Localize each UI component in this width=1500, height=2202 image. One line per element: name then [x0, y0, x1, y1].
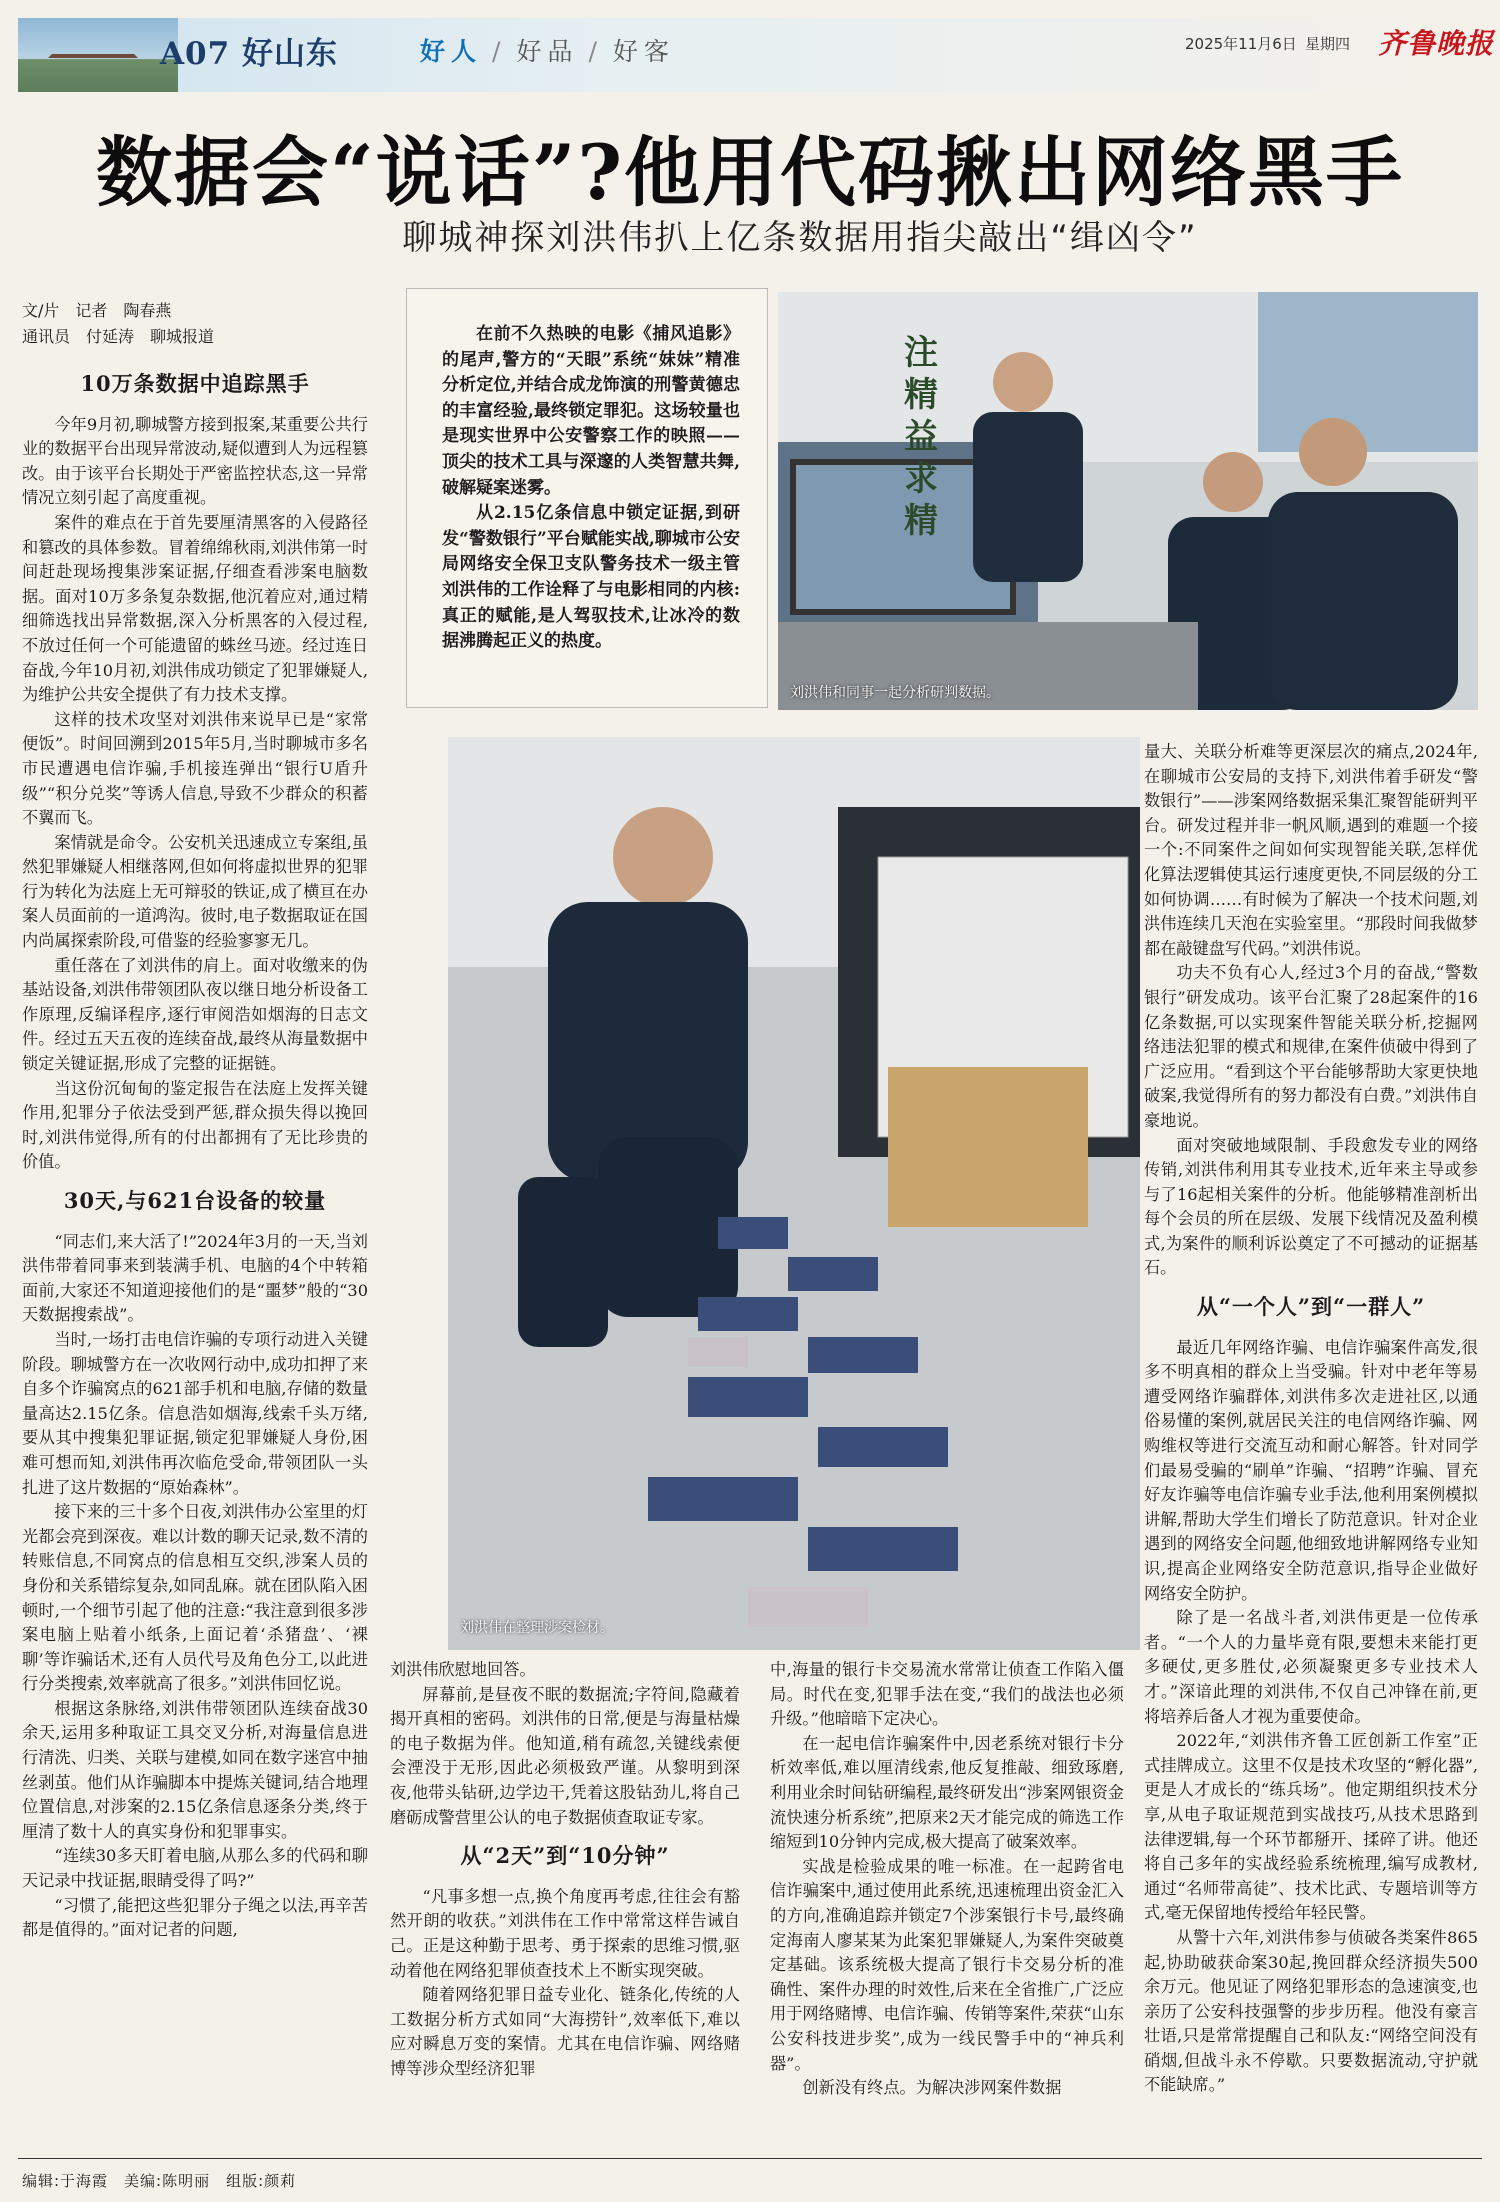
- article-paragraph: 随着网络犯罪日益专业化、链条化,传统的人工数据分析方式如同“大海捞针”,效率低下,难以应对瞬息万变的案情。尤其在电信诈骗、网络赌博等涉众型经济犯罪: [390, 1985, 740, 2078]
- wall-char: 精: [904, 501, 938, 541]
- intro-paragraph: 从2.15亿条信息中锁定证据,到研发“警数银行”平台赋能实战,聊城市公安局网络安全保卫支队警务技术一级主管刘洪伟的工作诠释了与电影相同的内核:真正的赋能,是人驾驭技术,让冰冷的数据沸腾起正义的热度。: [442, 503, 740, 652]
- article-paragraph: 屏幕前,是昼夜不眠的数据流;字符间,隐藏着揭开真相的密码。刘洪伟的日常,便是与海量枯燥的电子数据为伴。他知道,稍有疏忽,关键线索便会湮没于无形,因此必须极致严谨。从黎明到深夜,他带头钻研,边学边干,凭着这股钻劲儿,将自己磨砺成警营里公认的电子数据侦查取证专家。: [390, 1684, 740, 1827]
- footer-rule: [18, 2158, 1482, 2159]
- article-paragraph: 量大、关联分析难等更深层次的痛点,2024年,在聊城市公安局的支持下,刘洪伟着手研发“警数银行”——涉案网络数据采集汇聚智能研判平台。研发过程并非一帆风顺,遇到的难题一个接一个:不同案件之间如何实现智能关联,怎样优化算法逻辑使其运行速度更快,不同层级的分工如何协调……有时候为了解决一个技术问题,刘洪伟连续几天泡在实验室里。“那段时间我做梦都在敲键盘写代码。”刘洪伟说。: [1144, 742, 1478, 958]
- article-paragraph: 根据这条脉络,刘洪伟带领团队连续奋战30余天,运用多种取证工具交叉分析,对海量信息进行清洗、归类、关联与建模,如同在数字迷宫中抽丝剥茧。他们从诈骗脚本中提炼关键词,结合地理位置信息,对涉案的2.15亿条信息逐条分类,终于厘清了数十人的真实身份和犯罪事实。: [22, 1698, 368, 1841]
- tab-haoren[interactable]: 好人: [420, 37, 483, 66]
- article-paragraph: 在一起电信诈骗案件中,因老系统对银行卡分析效率低,难以厘清线索,他反复推敲、细致琢磨,利用业余时间钻研编程,最终研发出“涉案网银资金流快速分析系统”,把原来2天才能完成的筛选工作缩短到10分钟内完成,极大提高了破案效率。: [770, 1733, 1124, 1852]
- article-column-1: [22, 372, 368, 1943]
- tab-haopin[interactable]: 好品: [516, 37, 579, 66]
- header-scenery-image: [18, 18, 178, 92]
- article-paragraph: 这样的技术攻坚对刘洪伟来说早已是“家常便饭”。时间回溯到2015年5月,当时聊城市多名市民遭遇电信诈骗,手机接连弹出“银行U盾升级”“积分兑奖”等诱人信息,导致不少群众的积蓄不翼而飞。: [22, 709, 368, 828]
- section-heading: 从“2天”到“10分钟”: [460, 1843, 670, 1869]
- subheadline: 聊城神探刘洪伟扒上亿条数据用指尖敲出“缉凶令”: [402, 218, 1198, 258]
- article-paragraph: “凡事多想一点,换个角度再考虑,往往会有豁然开朗的收获。”刘洪伟在工作中常常这样告诫自己。正是这种勤于思考、勇于探索的思维习惯,驱动着他在网络犯罪侦查技术上不断实现突破。: [390, 1886, 740, 1980]
- intro-text: [442, 322, 740, 655]
- editor-credits: 编辑:于海霞 美编:陈明丽 组版:颜莉: [22, 2172, 297, 2190]
- article-paragraph: 案件的难点在于首先要厘清黑客的入侵路径和篡改的具体参数。冒着绵绵秋雨,刘洪伟第一时间赶赴现场搜集涉案证据,仔细查看涉案电脑数据。面对10万多条复杂数据,他沉着应对,通过精细筛选找出异常数据,深入分析黑客的入侵过程,不放过任何一个可能遗留的蛛丝马迹。经过连日奋战,今年10月初,刘洪伟成功锁定了犯罪嫌疑人,为维护公共安全提供了有力技术支撑。: [22, 512, 368, 705]
- article-paragraph: 最近几年网络诈骗、电信诈骗案件高发,很多不明真相的群众上当受骗。针对中老年等易遭受网络诈骗群体,刘洪伟多次走进社区,以通俗易懂的案例,就居民关注的电信网络诈骗、网购维权等进行交流互动和耐心解答。针对同学们最易受骗的“刷单”诈骗、“招聘”诈骗、冒充好友诈骗等电信诈骗专业手法,他利用案例模拟讲解,帮助大学生们增长了防范意识。针对企业遇到的网络安全问题,他细致地讲解网络专业知识,提高企业网络安全防范意识,指导企业做好网络安全防护。: [1144, 1337, 1478, 1603]
- article-paragraph: 案情就是命令。公安机关迅速成立专案组,虽然犯罪嫌疑人相继落网,但如何将虚拟世界的犯罪行为转化为法庭上无可辩驳的铁证,成了横亘在办案人员面前的一道鸿沟。彼时,电子数据取证在国内尚属探索阶段,可借鉴的经验寥寥无几。: [22, 832, 368, 951]
- page-code: A07 好山东: [160, 36, 338, 72]
- wall-char: 求: [904, 459, 938, 499]
- article-paragraph: 重任落在了刘洪伟的肩上。面对收缴来的伪基站设备,刘洪伟带领团队夜以继日地分析设备工作原理,反编译程序,逐行审阅浩如烟海的日志文件。经过五天五夜的连续奋战,最终从海量数据中锁定关键证据,形成了完整的证据链。: [22, 955, 368, 1074]
- article-paragraph: 创新没有终点。为解决涉网案件数据: [802, 2078, 1062, 2098]
- byline-author: 文/片 记者 陶春燕: [22, 301, 172, 320]
- intro-paragraph: 在前不久热映的电影《捕风追影》的尾声,警方的“天眼”系统“妹妹”精准分析定位,并结合成龙饰演的刑警黄德忠的丰富经验,最终锁定罪犯。这场较量也是现实世界中公安警察工作的映照——顶尖的技术工具与深邃的人类智慧共舞,破解疑案迷雾。: [442, 324, 740, 498]
- article-paragraph: 除了是一名战斗者,刘洪伟更是一位传承者。“一个人的力量毕竟有限,要想未来能打更多硬仗,更多胜仗,必须凝聚更多专业技术人才。”深谙此理的刘洪伟,不仅自己冲锋在前,更将培养后备人才视为重要使命。: [1144, 1608, 1478, 1726]
- photo-evidence-phones: [448, 737, 1140, 1650]
- article-column-4: [1144, 740, 1478, 2098]
- wall-char: 精: [904, 375, 938, 415]
- article-paragraph: “同志们,来大活了!”2024年3月的一天,当刘洪伟带着同事来到装满手机、电脑的4个中转箱面前,大家还不知道迎接他们的是“噩梦”般的“30天数据搜索战”。: [22, 1231, 368, 1325]
- photo1-caption: 刘洪伟和同事一起分析研判数据。: [790, 685, 1000, 701]
- wall-calligraphy: [904, 332, 938, 542]
- article-column-2: [390, 1658, 740, 2082]
- article-paragraph: 今年9月初,聊城警方接到报案,某重要公共行业的数据平台出现异常波动,疑似遭到人为远程篡改。由于该平台长期处于严密监控状态,这一异常情况立刻引起了高度重视。: [22, 414, 368, 508]
- article-paragraph: 从警十六年,刘洪伟参与侦破各类案件865起,协助破获命案30起,挽回群众经济损失500余万元。他见证了网络犯罪形态的急速演变,也亲历了公安科技强警的步步历程。他没有豪言壮语,只是常常提醒自己和队友:“网络空间没有硝烟,但战斗永不停歇。只要数据流动,守护就不能缺席。”: [1144, 1927, 1478, 2095]
- section-heading: 30天,与621台设备的较量: [63, 1188, 327, 1213]
- article-paragraph: 当这份沉甸甸的鉴定报告在法庭上发挥关键作用,犯罪分子依法受到严惩,群众损失得以挽回时,刘洪伟觉得,所有的付出都拥有了无比珍贵的价值。: [22, 1078, 368, 1172]
- article-paragraph: 面对突破地域限制、手段愈发专业的网络传销,刘洪伟利用其专业技术,近年来主导或参与了16起相关案件的分析。他能够精准剖析出每个会员的所在层级、发展下线情况及盈利模式,为案件的顺利诉讼奠定了不可撼动的证据基石。: [1144, 1135, 1478, 1278]
- wall-char: 注: [904, 333, 938, 373]
- officer-sorting-phones-image: [448, 737, 1140, 1650]
- article-paragraph: “连续30多天盯着电脑,从那么多的代码和聊天记录中找证据,眼睛受得了吗?”: [22, 1846, 368, 1891]
- section-heading: 10万条数据中追踪黑手: [80, 371, 310, 396]
- photo2-caption: 刘洪伟在整理涉案检材。: [460, 1620, 614, 1636]
- tab-haoke[interactable]: 好客: [612, 37, 675, 66]
- article-paragraph: 接下来的三十多个日夜,刘洪伟办公室里的灯光都会亮到深夜。难以计数的聊天记录,数不清的转账信息,不同窝点的信息相互交织,涉案人员的身份和关系错综复杂,如同乱麻。就在团队陷入困顿时,一个细节引起了他的注意:“我注意到很多涉案电脑上贴着小纸条,上面记着‘杀猪盘’、‘裸聊’等诈骗话术,还有人员代号及角色分工,以此进行分类搜索,效率就高了很多。”刘洪伟回忆说。: [22, 1502, 368, 1694]
- photo-analysis-team: [778, 292, 1478, 710]
- article-paragraph: “习惯了,能把这些犯罪分子绳之以法,再辛苦都是值得的。”面对记者的问题,: [22, 1895, 368, 1940]
- article-column-3: [770, 1658, 1124, 2101]
- issue-weekday: 星期四: [1305, 35, 1351, 53]
- article-paragraph: 2022年,“刘洪伟齐鲁工匠创新工作室”正式挂牌成立。这里不仅是技术攻坚的“孵化器”,更是人才成长的“练兵场”。他定期组织技术分享,从电子取证规范到实战技巧,从技术思路到法律逻辑,每一个环节都掰开、揉碎了讲。他还将自己多年的实战经验系统梳理,编写成教材,通过“名师带高徒”、技术比武、专题培训等方式,毫无保留地传授给年轻民警。: [1144, 1731, 1478, 1923]
- byline-correspondent: 通讯员 付延涛 聊城报道: [22, 327, 215, 346]
- section-tabs: 好人 / 好品 / 好客: [420, 37, 675, 66]
- byline: [22, 298, 214, 350]
- article-paragraph: 当时,一场打击电信诈骗的专项行动进入关键阶段。聊城警方在一次收网行动中,成功扣押了来自多个诈骗窝点的621部手机和电脑,存储的数量量高达2.15亿条。信息浩如烟海,线索千头万绪,要从其中搜集犯罪证据,锁定犯罪嫌疑人身份,困难可想而知,刘洪伟再次临危受命,带领团队一头扎进了这片数据的“原始森林”。: [22, 1329, 368, 1497]
- police-officers-at-computer-image: [778, 292, 1478, 710]
- headline: 数据会“说话”?他用代码揪出网络黑手: [96, 128, 1404, 217]
- newspaper-logo: 齐鲁晚报: [1378, 27, 1495, 60]
- wall-char: 益: [904, 417, 938, 457]
- article-paragraph: 功夫不负有心人,经过3个月的奋战,“警数银行”研发成功。该平台汇聚了28起案件的16亿条数据,可以实现案件智能关联分析,挖掘网络违法犯罪的模式和规律,在案件侦破中得到了广泛应用。“看到这个平台能够帮助大家更快地破案,我觉得所有的努力都没有白费。”刘洪伟自豪地说。: [1144, 963, 1478, 1130]
- section-heading: 从“一个人”到“一群人”: [1196, 1294, 1426, 1320]
- article-paragraph: 中,海量的银行卡交易流水常常让侦查工作陷入僵局。时代在变,犯罪手法在变,“我们的战法也必须升级。”他暗暗下定决心。: [770, 1660, 1124, 1729]
- article-paragraph: 实战是检验成果的唯一标准。在一起跨省电信诈骗案中,通过使用此系统,迅速梳理出资金汇入的方向,准确追踪并锁定7个涉案银行卡号,最终确定海南人廖某某为此案犯罪嫌疑人,为案件突破奠定基础。该系统极大提高了银行卡交易分析的准确性、案件办理的时效性,后来在全省推广,广泛应用于网络赌博、电信诈骗、传销等案件,荣获“山东公安科技进步奖”,成为一线民警手中的“神兵利器”。: [770, 1856, 1124, 2073]
- article-paragraph: 刘洪伟欣慰地回答。: [390, 1660, 536, 1679]
- issue-date: 2025年11月6日: [1185, 35, 1297, 53]
